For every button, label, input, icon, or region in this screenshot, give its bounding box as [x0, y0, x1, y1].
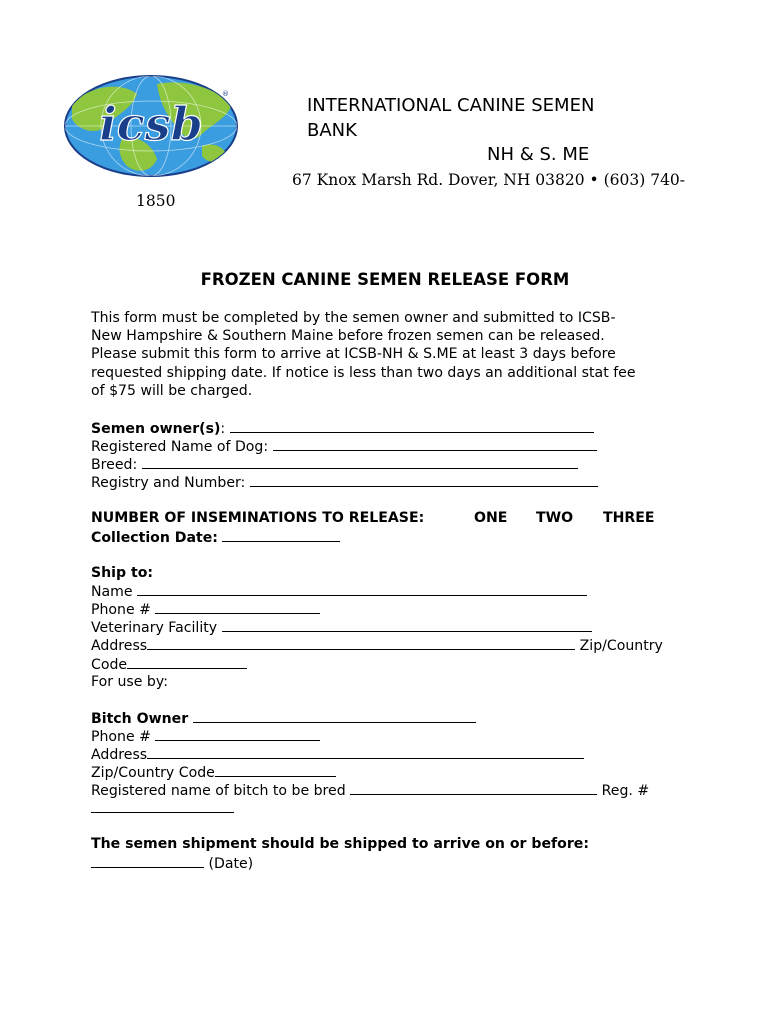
org-region: NH & S. ME [487, 144, 590, 165]
registry-row [91, 473, 598, 492]
org-name-line2: BANK [307, 120, 357, 141]
org-phone-cont: 1850 [136, 192, 176, 210]
bitch-owner-label: Bitch Owner [91, 711, 189, 727]
ship-code-row [91, 655, 247, 674]
ship-vet-field[interactable] [222, 618, 592, 632]
bitch-zip-row [91, 763, 336, 782]
semen-owner-colon: : [220, 421, 226, 437]
collection-date-field[interactable] [222, 528, 340, 542]
bitch-address-row [91, 745, 584, 764]
bitch-zip-field[interactable] [215, 763, 336, 777]
insemination-option-two[interactable]: TWO [536, 510, 574, 526]
bitch-reg-name-label: Registered name of bitch to be bred [91, 783, 346, 799]
ship-phone-field[interactable] [155, 600, 320, 614]
logo-text: icsb [99, 97, 203, 151]
intro-line: of $75 will be charged. [91, 382, 253, 399]
ship-address-row [91, 636, 663, 655]
bitch-reg-num-field[interactable] [91, 799, 234, 813]
dog-name-row [91, 437, 597, 456]
semen-owner-field[interactable] [230, 419, 594, 433]
intro-paragraph [91, 309, 691, 400]
ship-phone-label: Phone # [91, 602, 151, 618]
bitch-address-field[interactable] [147, 745, 584, 759]
ship-address-field[interactable] [147, 636, 575, 650]
bitch-reg-num-label: Reg. # [601, 783, 650, 799]
insemination-option-three[interactable]: THREE [603, 510, 655, 526]
intro-line: New Hampshire & Southern Maine before frozen semen can be released. [91, 328, 605, 345]
breed-label: Breed: [91, 457, 138, 473]
ship-code-label: Code [91, 657, 128, 673]
intro-line: Please submit this form to arrive at ICSB-NH & S.ME at least 3 days before [91, 346, 616, 363]
ship-vet-label: Veterinary Facility [91, 620, 218, 636]
shipment-date-field[interactable] [91, 854, 204, 868]
ship-zip-label: Zip/Country [579, 638, 663, 654]
ship-name-field[interactable] [137, 582, 587, 596]
intro-line: This form must be completed by the semen owner and submitted to ICSB- [91, 310, 616, 326]
ship-to-heading: Ship to: [91, 565, 154, 581]
breed-row [91, 455, 578, 474]
ship-vet-row [91, 618, 592, 637]
registered-mark-icon: ® [222, 90, 229, 98]
bitch-reg-row [91, 781, 649, 800]
registry-field[interactable] [250, 473, 598, 487]
bitch-phone-label: Phone # [91, 729, 151, 745]
bitch-owner-field[interactable] [193, 709, 476, 723]
ship-name-row [91, 582, 587, 601]
bitch-reg-num-row [91, 799, 234, 818]
ship-address-label: Address [91, 638, 148, 654]
collection-date-label: Collection Date: [91, 530, 218, 546]
bitch-owner-row [91, 709, 476, 728]
semen-owner-row [91, 419, 594, 438]
shipment-date-label: (Date) [208, 856, 254, 872]
org-address: 67 Knox Marsh Rd. Dover, NH 03820 • (603) 740- [292, 171, 686, 189]
bitch-reg-name-field[interactable] [350, 781, 597, 795]
org-name-line1: INTERNATIONAL CANINE SEMEN [307, 95, 595, 116]
insemination-option-one[interactable]: ONE [474, 510, 508, 526]
dog-name-label: Registered Name of Dog: [91, 439, 269, 455]
form-title: FROZEN CANINE SEMEN RELEASE FORM [200, 270, 570, 289]
bitch-phone-row [91, 727, 320, 746]
inseminations-label: NUMBER OF INSEMINATIONS TO RELEASE: [91, 510, 425, 526]
bitch-phone-field[interactable] [155, 727, 320, 741]
ship-phone-row [91, 600, 320, 619]
intro-line: requested shipping date. If notice is less than two days an additional stat fee [91, 364, 636, 381]
dog-name-field[interactable] [273, 437, 597, 451]
bitch-address-label: Address [91, 747, 148, 763]
registry-label: Registry and Number: [91, 475, 246, 491]
ship-zip-field[interactable] [127, 655, 247, 669]
for-use-by-label: For use by: [91, 674, 168, 690]
ship-name-label: Name [91, 584, 133, 600]
shipment-date-row [91, 854, 253, 873]
shipment-heading: The semen shipment should be shipped to arrive on or before: [91, 836, 590, 852]
breed-field[interactable] [142, 455, 578, 469]
collection-date-row [91, 528, 340, 547]
bitch-zip-label: Zip/Country Code [91, 765, 215, 781]
semen-owner-label: Semen owner(s) [91, 421, 221, 437]
icsb-globe-logo [62, 74, 240, 178]
